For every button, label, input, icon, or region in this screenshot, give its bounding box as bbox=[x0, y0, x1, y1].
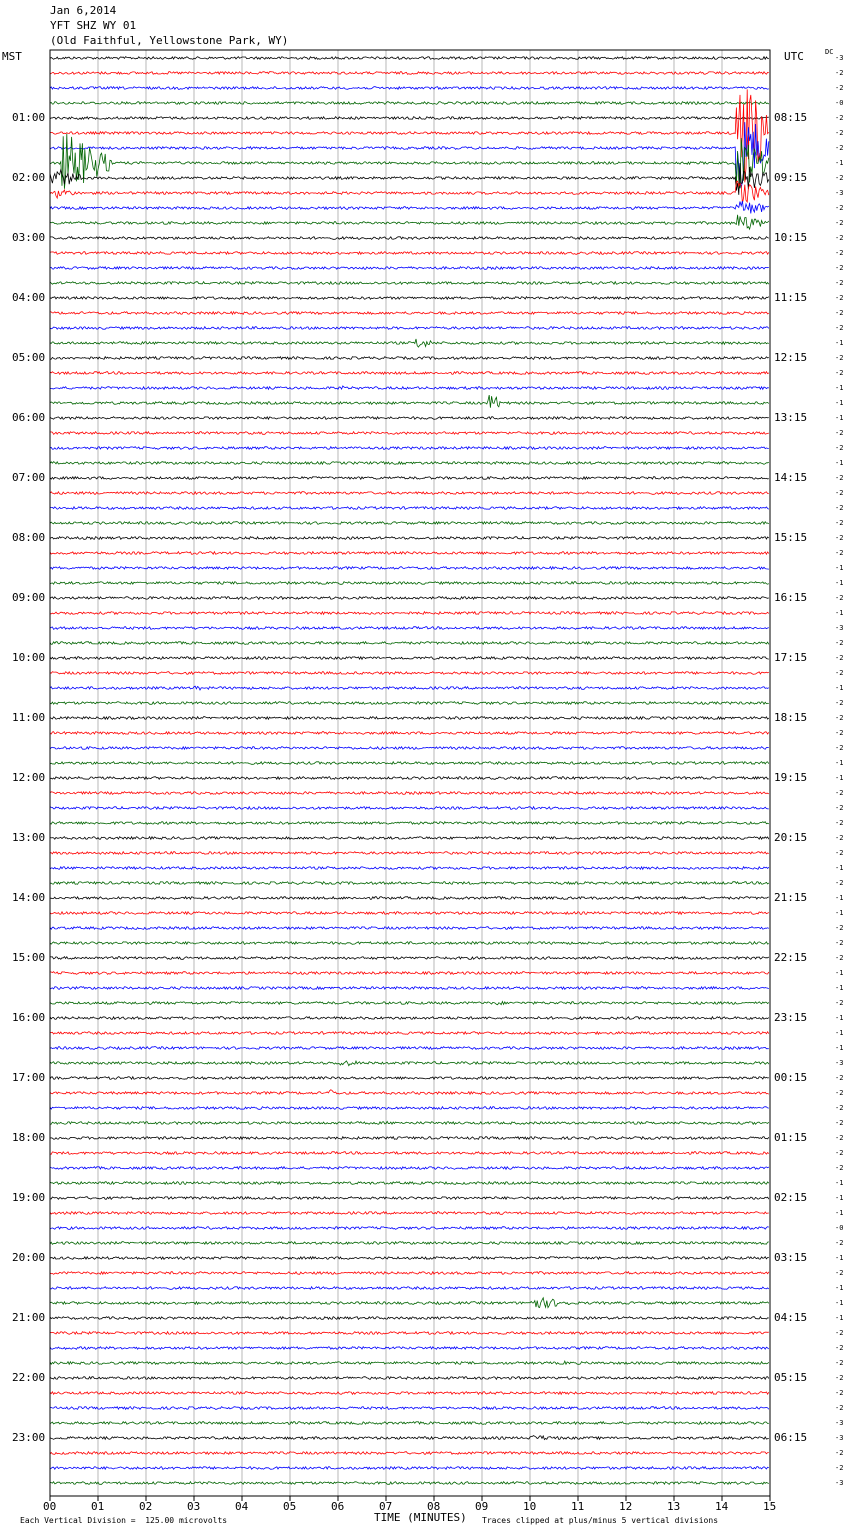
left-hour-label: 06:00 bbox=[12, 411, 46, 424]
x-tick-label: 01 bbox=[91, 1500, 105, 1513]
dc-offset-label: -2 bbox=[835, 324, 844, 332]
trace-line bbox=[50, 72, 769, 75]
trace-line bbox=[50, 327, 769, 330]
right-axis-label: UTC bbox=[784, 50, 804, 63]
right-hour-label: 23:15 bbox=[774, 1011, 808, 1024]
dc-offset-label: -2 bbox=[835, 294, 844, 302]
trace-line bbox=[50, 237, 769, 240]
dc-offset-label: -1 bbox=[835, 969, 844, 977]
dc-offset-label: -0 bbox=[835, 99, 844, 107]
trace-line bbox=[50, 492, 769, 495]
x-tick-label: 06 bbox=[331, 1500, 345, 1513]
dc-offset-label: -3 bbox=[835, 189, 844, 197]
division-note: Each Vertical Division = 125.00 microvolts bbox=[20, 1516, 228, 1525]
right-hour-label: 13:15 bbox=[774, 411, 808, 424]
trace-line bbox=[50, 1077, 769, 1080]
x-tick-label: 12 bbox=[619, 1500, 633, 1513]
trace-line bbox=[50, 867, 769, 870]
dc-offset-label: -2 bbox=[835, 714, 844, 722]
left-hour-label: 07:00 bbox=[12, 471, 46, 484]
dc-offset-label: -2 bbox=[835, 1344, 844, 1352]
dc-offset-label: -2 bbox=[835, 114, 844, 122]
dc-offset-label: -2 bbox=[835, 1119, 844, 1127]
trace-line bbox=[50, 386, 769, 389]
dc-offset-label: -1 bbox=[835, 1194, 844, 1202]
dc-offset-label: -2 bbox=[835, 1074, 844, 1082]
dc-offset-label: -1 bbox=[835, 1179, 844, 1187]
x-tick-label: 07 bbox=[379, 1500, 393, 1513]
left-hour-label: 09:00 bbox=[12, 591, 46, 604]
dc-offset-label: -2 bbox=[835, 69, 844, 77]
trace-line bbox=[50, 1090, 769, 1095]
dc-offset-label: -2 bbox=[835, 1464, 844, 1472]
header-date: Jan 6,2014 bbox=[50, 4, 117, 17]
dc-offset-label: -1 bbox=[835, 894, 844, 902]
dc-offset-label: -3 bbox=[835, 1419, 844, 1427]
x-tick-label: 15 bbox=[763, 1500, 777, 1513]
right-hour-label: 20:15 bbox=[774, 831, 808, 844]
dc-offset-label: -2 bbox=[835, 84, 844, 92]
trace-line bbox=[50, 597, 769, 600]
trace-line bbox=[50, 957, 769, 960]
trace-line bbox=[50, 462, 769, 465]
trace-line bbox=[50, 507, 769, 510]
trace-line bbox=[50, 312, 769, 315]
trace-line bbox=[50, 1257, 769, 1260]
x-tick-label: 00 bbox=[43, 1500, 57, 1513]
dc-offset-label: -3 bbox=[835, 1434, 844, 1442]
trace-line bbox=[50, 612, 769, 615]
left-hour-label: 04:00 bbox=[12, 291, 46, 304]
dc-offset-label: -2 bbox=[835, 474, 844, 482]
trace-line bbox=[50, 1167, 769, 1170]
dc-offset-label: -2 bbox=[835, 1149, 844, 1157]
right-hour-label: 19:15 bbox=[774, 771, 808, 784]
left-hour-label: 21:00 bbox=[12, 1311, 46, 1324]
left-hour-label: 15:00 bbox=[12, 951, 46, 964]
right-hour-label: 01:15 bbox=[774, 1131, 808, 1144]
trace-line bbox=[50, 432, 769, 435]
trace-line bbox=[50, 1347, 769, 1350]
dc-offset-label: -1 bbox=[835, 1014, 844, 1022]
left-hour-label: 05:00 bbox=[12, 351, 46, 364]
x-tick-label: 05 bbox=[283, 1500, 297, 1513]
dc-offset-label: -2 bbox=[835, 1164, 844, 1172]
right-hour-label: 12:15 bbox=[774, 351, 808, 364]
left-hour-label: 18:00 bbox=[12, 1131, 46, 1144]
dc-offset-label: -2 bbox=[835, 519, 844, 527]
trace-line bbox=[50, 1227, 769, 1230]
trace-line bbox=[50, 912, 769, 915]
trace-line bbox=[50, 762, 769, 765]
x-tick-label: 13 bbox=[667, 1500, 681, 1513]
trace-line bbox=[50, 882, 769, 885]
dc-offset-label: -2 bbox=[835, 789, 844, 797]
dc-offset-label: -1 bbox=[835, 339, 844, 347]
trace-line bbox=[50, 297, 769, 300]
dc-offset-label: -2 bbox=[835, 1389, 844, 1397]
trace-line bbox=[50, 732, 769, 735]
left-hour-label: 10:00 bbox=[12, 651, 46, 664]
left-hour-label: 11:00 bbox=[12, 711, 46, 724]
trace-line bbox=[50, 215, 769, 229]
dc-offset-label: -2 bbox=[835, 594, 844, 602]
right-hour-label: 10:15 bbox=[774, 231, 808, 244]
dc-offset-label: -2 bbox=[835, 1374, 844, 1382]
dc-offset-label: -1 bbox=[835, 609, 844, 617]
trace-line bbox=[50, 372, 769, 375]
trace-line bbox=[50, 627, 769, 630]
trace-line bbox=[50, 87, 769, 90]
trace-line bbox=[50, 252, 769, 255]
right-hour-label: 11:15 bbox=[774, 291, 808, 304]
dc-offset-label: -2 bbox=[835, 924, 844, 932]
left-hour-label: 01:00 bbox=[12, 111, 46, 124]
trace-line bbox=[50, 1482, 769, 1485]
left-hour-label: 23:00 bbox=[12, 1431, 46, 1444]
trace-line bbox=[50, 552, 769, 555]
x-tick-label: 03 bbox=[187, 1500, 201, 1513]
dc-offset-label: -2 bbox=[835, 699, 844, 707]
trace-line bbox=[50, 777, 769, 780]
trace-line bbox=[50, 1467, 769, 1470]
trace-line bbox=[50, 1017, 769, 1020]
time-grid bbox=[50, 50, 770, 1496]
x-axis-label: TIME (MINUTES) bbox=[374, 1511, 467, 1524]
dc-offset-label: -2 bbox=[835, 219, 844, 227]
right-hour-label: 17:15 bbox=[774, 651, 808, 664]
trace-line bbox=[50, 927, 769, 930]
dc-offset-label: -2 bbox=[835, 1134, 844, 1142]
trace-line bbox=[50, 807, 769, 810]
trace-line bbox=[50, 1361, 769, 1364]
right-hour-label: 08:15 bbox=[774, 111, 808, 124]
dc-offset-label: -2 bbox=[835, 804, 844, 812]
right-hour-label: 04:15 bbox=[774, 1311, 808, 1324]
trace-line bbox=[50, 57, 769, 60]
trace-line bbox=[50, 417, 769, 420]
dc-offset-label: -1 bbox=[835, 774, 844, 782]
trace-line bbox=[50, 837, 769, 840]
trace-line bbox=[50, 134, 769, 189]
dc-offset-label: -2 bbox=[835, 834, 844, 842]
trace-line bbox=[50, 1121, 769, 1124]
dc-offset-label: -2 bbox=[835, 234, 844, 242]
dc-offset-label: -2 bbox=[835, 249, 844, 257]
dc-offset-label: -2 bbox=[835, 1089, 844, 1097]
dc-offset-label: -1 bbox=[835, 1044, 844, 1052]
trace-line bbox=[50, 102, 769, 105]
trace-line bbox=[50, 987, 769, 990]
left-hour-label: 12:00 bbox=[12, 771, 46, 784]
dc-offset-label: -2 bbox=[835, 549, 844, 557]
dc-offset-label: -2 bbox=[835, 504, 844, 512]
dc-offset-label: -1 bbox=[835, 564, 844, 572]
dc-offset-label: -2 bbox=[835, 654, 844, 662]
trace-line bbox=[50, 582, 769, 585]
trace-line bbox=[50, 522, 769, 525]
dc-offset-label: -2 bbox=[835, 1239, 844, 1247]
x-tick-label: 14 bbox=[715, 1500, 729, 1513]
trace-line bbox=[50, 1182, 769, 1185]
header-location: (Old Faithful, Yellowstone Park, WY) bbox=[50, 34, 289, 47]
trace-line bbox=[50, 567, 769, 570]
trace-line bbox=[50, 1197, 769, 1200]
left-hour-label: 13:00 bbox=[12, 831, 46, 844]
plot-border bbox=[50, 50, 770, 1496]
trace-line bbox=[50, 357, 769, 360]
trace-line bbox=[50, 1152, 769, 1155]
dc-offset-label: -1 bbox=[835, 984, 844, 992]
left-hour-label: 20:00 bbox=[12, 1251, 46, 1264]
x-tick-label: 04 bbox=[235, 1500, 249, 1513]
dc-offset-label: -2 bbox=[835, 354, 844, 362]
trace-line bbox=[50, 477, 769, 480]
dc-offset-label: -2 bbox=[835, 999, 844, 1007]
trace-line bbox=[50, 1107, 769, 1110]
dc-offset-label: -2 bbox=[835, 204, 844, 212]
trace-line bbox=[50, 201, 769, 213]
dc-offset-label: -2 bbox=[835, 369, 844, 377]
dc-offset-label: -2 bbox=[835, 1359, 844, 1367]
dc-offset-label: -1 bbox=[835, 759, 844, 767]
trace-line bbox=[50, 897, 769, 900]
trace-line bbox=[50, 1287, 769, 1290]
dc-offset-label: -1 bbox=[835, 1029, 844, 1037]
dc-offset-label: -2 bbox=[835, 264, 844, 272]
trace-line bbox=[50, 1137, 769, 1140]
trace-line bbox=[50, 717, 769, 720]
dc-offset-label: -2 bbox=[835, 879, 844, 887]
x-tick-label: 09 bbox=[475, 1500, 489, 1513]
left-hour-label: 22:00 bbox=[12, 1371, 46, 1384]
trace-line bbox=[50, 1061, 769, 1066]
dc-offset-label: -2 bbox=[835, 444, 844, 452]
dc-offset-label: -2 bbox=[835, 534, 844, 542]
dc-offset-label: -1 bbox=[835, 1284, 844, 1292]
dc-offset-label: -2 bbox=[835, 1404, 844, 1412]
trace-line bbox=[50, 657, 769, 660]
dc-offset-label: -1 bbox=[835, 1209, 844, 1217]
trace-line bbox=[50, 942, 769, 945]
trace-line bbox=[50, 1377, 769, 1380]
left-hour-label: 19:00 bbox=[12, 1191, 46, 1204]
dc-offset-label: -2 bbox=[835, 954, 844, 962]
trace-line bbox=[50, 1032, 769, 1035]
trace-line bbox=[50, 267, 769, 270]
trace-line bbox=[50, 447, 769, 450]
dc-offset-label: -2 bbox=[835, 1449, 844, 1457]
dc-offset-label: -0 bbox=[835, 1224, 844, 1232]
seismogram-traces bbox=[50, 57, 769, 1485]
dc-offset-label: -2 bbox=[835, 1269, 844, 1277]
dc-offset-label: -2 bbox=[835, 144, 844, 152]
right-hour-label: 21:15 bbox=[774, 891, 808, 904]
trace-line bbox=[50, 1002, 769, 1005]
trace-line bbox=[50, 339, 769, 347]
trace-line bbox=[50, 686, 769, 690]
trace-line bbox=[50, 1452, 769, 1455]
dc-offset-label: -1 bbox=[835, 864, 844, 872]
left-hour-label: 14:00 bbox=[12, 891, 46, 904]
right-hour-label: 02:15 bbox=[774, 1191, 808, 1204]
dc-offset-label: -2 bbox=[835, 279, 844, 287]
trace-line bbox=[50, 1332, 769, 1335]
trace-line bbox=[50, 1047, 769, 1050]
trace-line bbox=[50, 1407, 769, 1410]
left-hour-label: 08:00 bbox=[12, 531, 46, 544]
trace-line bbox=[50, 747, 769, 750]
trace-line bbox=[50, 1422, 769, 1425]
trace-line bbox=[50, 972, 769, 975]
right-hour-label: 15:15 bbox=[774, 531, 808, 544]
right-hour-label: 06:15 bbox=[774, 1431, 808, 1444]
dc-offset-label: -1 bbox=[835, 399, 844, 407]
left-hour-label: 03:00 bbox=[12, 231, 46, 244]
trace-line bbox=[50, 702, 769, 705]
dc-offset-label: -2 bbox=[835, 1329, 844, 1337]
dc-offset-label: -2 bbox=[835, 1104, 844, 1112]
dc-offset-label: -1 bbox=[835, 459, 844, 467]
x-tick-label: 11 bbox=[571, 1500, 585, 1513]
trace-line bbox=[50, 1317, 769, 1320]
trace-line bbox=[50, 852, 769, 855]
dc-offset-label: -2 bbox=[835, 129, 844, 137]
dc-offset-label: -2 bbox=[835, 744, 844, 752]
left-hour-label: 02:00 bbox=[12, 171, 46, 184]
dc-offset-label: -2 bbox=[835, 429, 844, 437]
header-station: YFT SHZ WY 01 bbox=[50, 19, 137, 32]
right-hour-label: 18:15 bbox=[774, 711, 808, 724]
trace-line bbox=[50, 395, 769, 408]
trace-line bbox=[50, 1272, 769, 1275]
dc-offset-label: -1 bbox=[835, 159, 844, 167]
dc-offset-label: -2 bbox=[835, 729, 844, 737]
trace-line bbox=[50, 672, 769, 675]
x-tick-label: 08 bbox=[427, 1500, 441, 1513]
dc-offset-label: -1 bbox=[835, 579, 844, 587]
trace-line bbox=[50, 1212, 769, 1215]
left-axis-label: MST bbox=[2, 50, 22, 63]
trace-line bbox=[50, 537, 769, 540]
trace-line bbox=[50, 282, 769, 285]
dc-offset-label: -1 bbox=[835, 384, 844, 392]
dc-offset-label: -2 bbox=[835, 639, 844, 647]
dc-offset-label: -3 bbox=[835, 1479, 844, 1487]
right-hour-label: 16:15 bbox=[774, 591, 808, 604]
x-tick-label: 10 bbox=[523, 1500, 537, 1513]
trace-line bbox=[50, 822, 769, 825]
dc-offset-label: -2 bbox=[835, 174, 844, 182]
right-hour-label: 14:15 bbox=[774, 471, 808, 484]
dc-offset-label: -1 bbox=[835, 1254, 844, 1262]
clip-note: Traces clipped at plus/minus 5 vertical divisions bbox=[482, 1516, 719, 1525]
trace-line bbox=[50, 1242, 769, 1245]
x-tick-label: 02 bbox=[139, 1500, 153, 1513]
left-hour-label: 16:00 bbox=[12, 1011, 46, 1024]
dc-offset-label: -1 bbox=[835, 1314, 844, 1322]
dc-offset-label: -2 bbox=[835, 489, 844, 497]
trace-line bbox=[50, 1298, 769, 1308]
dc-offset-label: -1 bbox=[835, 414, 844, 422]
dc-offset-label: -2 bbox=[835, 669, 844, 677]
dc-offset-label: -1 bbox=[835, 909, 844, 917]
trace-line bbox=[50, 181, 769, 203]
trace-line bbox=[50, 163, 769, 195]
dc-offset-label: -2 bbox=[835, 819, 844, 827]
dc-offset-label: -1 bbox=[835, 684, 844, 692]
dc-label: DC bbox=[825, 48, 834, 56]
dc-offset-label: -3 bbox=[835, 54, 844, 62]
right-hour-label: 03:15 bbox=[774, 1251, 808, 1264]
right-hour-label: 09:15 bbox=[774, 171, 808, 184]
dc-offset-label: -3 bbox=[835, 1059, 844, 1067]
trace-line bbox=[50, 642, 769, 645]
trace-line bbox=[50, 117, 769, 120]
right-hour-label: 05:15 bbox=[774, 1371, 808, 1384]
dc-offset-label: -1 bbox=[835, 1299, 844, 1307]
trace-line bbox=[50, 792, 769, 795]
dc-offset-label: -3 bbox=[835, 624, 844, 632]
dc-offset-label: -2 bbox=[835, 939, 844, 947]
right-hour-label: 00:15 bbox=[774, 1071, 808, 1084]
trace-line bbox=[50, 1436, 769, 1440]
left-hour-label: 17:00 bbox=[12, 1071, 46, 1084]
dc-offset-label: -2 bbox=[835, 849, 844, 857]
dc-offset-label: -2 bbox=[835, 309, 844, 317]
right-hour-label: 22:15 bbox=[774, 951, 808, 964]
trace-line bbox=[50, 1392, 769, 1395]
